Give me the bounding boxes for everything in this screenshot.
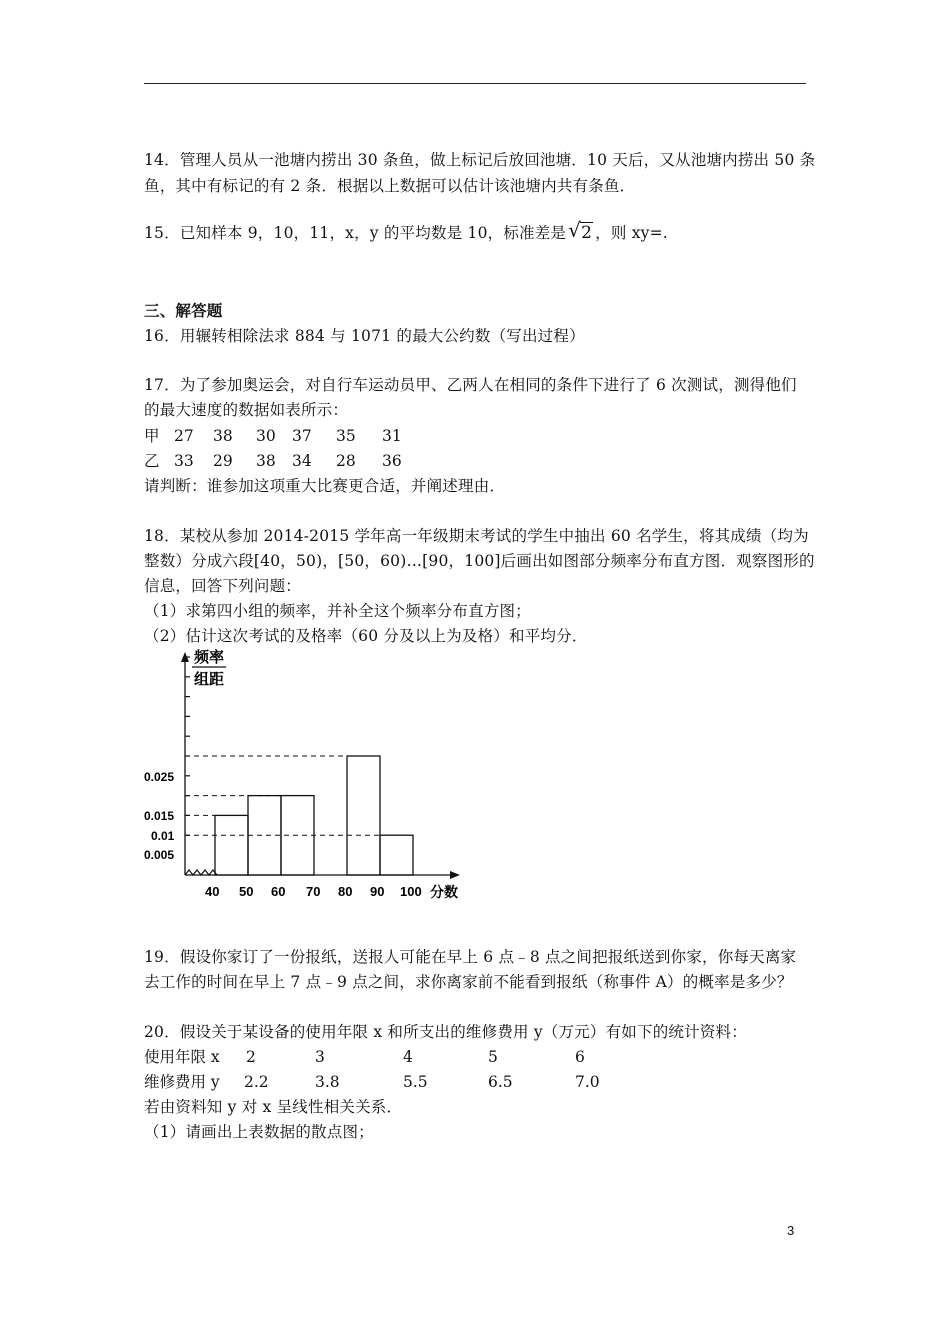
ylabel-top: 频率	[194, 649, 225, 666]
sqrt-radicand: 2	[581, 223, 593, 243]
q17-cell: 36	[382, 452, 402, 470]
q19-line2: 去工作的时间在早上 7 点﹣9 点之间，求你离家前不能看到报纸（称事件 A）的概率是多少？	[144, 973, 793, 991]
x-tick-label: 60	[271, 884, 286, 899]
histogram-bar	[347, 756, 380, 875]
q17-row-name: 乙	[144, 452, 160, 470]
q20-cell: 3	[315, 1048, 325, 1066]
histogram-bar	[215, 815, 248, 875]
q14-line1: 14．管理人员从一池塘内捞出 30 条鱼，做上标记后放回池塘．10 天后，又从池塘内捞出 50 条	[144, 151, 816, 169]
y-tick-label: 0.005	[144, 848, 175, 862]
y-minor-ticks	[185, 657, 190, 835]
q20-line1: 20．假设关于某设备的使用年限 x 和所支出的维修费用 y（万元）有如下的统计资料：	[144, 1023, 747, 1041]
x-tick-label: 50	[239, 884, 254, 899]
q18-line2: 整数）分成六段[40，50)，[50，60)…[90，100]后画出如图部分频率分布直方图．观察图形的	[144, 552, 815, 570]
frequency-histogram	[140, 644, 470, 906]
histogram-bar	[380, 835, 413, 875]
q15-after: ，则 xy=.	[595, 224, 668, 242]
q17-cell: 34	[292, 452, 312, 470]
q17-row-name: 甲	[144, 427, 160, 445]
histogram-bars	[215, 756, 413, 875]
q17-cell: 33	[174, 452, 194, 470]
q20-cell: 4	[403, 1048, 413, 1066]
header-rule	[144, 83, 806, 84]
q19-line1: 19．假设你家订了一份报纸，送报人可能在早上 6 点﹣8 点之间把报纸送到你家，你每天离家	[144, 948, 797, 966]
x-axis-label: 分数	[430, 884, 458, 900]
q20-part1: （1）请画出上表数据的散点图；	[144, 1123, 374, 1141]
q20-cell: 6.5	[488, 1073, 513, 1091]
x-tick-label: 100	[400, 884, 422, 899]
q16-text: 16．用辗转相除法求 884 与 1071 的最大公约数（写出过程）	[144, 327, 585, 345]
y-tick-label: 0.025	[144, 770, 175, 784]
q15-before: 15．已知样本 9，10，11，x，y 的平均数是 10，标准差是	[144, 224, 567, 242]
radical-sign-icon: √	[568, 218, 582, 242]
q17-line1: 17．为了参加奥运会，对自行车运动员甲、乙两人在相同的条件下进行了 6 次测试，测得他们	[144, 376, 797, 394]
q20-cell: 3.8	[315, 1073, 340, 1091]
q20-cell: 2	[246, 1048, 256, 1066]
q14-line2: 鱼，其中有标记的有 2 条．根据以上数据可以估计该池塘内共有条鱼．	[144, 177, 636, 195]
q20-cell: 2.2	[244, 1073, 269, 1091]
sqrt-expression	[568, 218, 593, 243]
x-tick-label: 80	[338, 884, 353, 899]
q20-row-label: 维修费用 y	[144, 1073, 220, 1091]
q20-cell: 7.0	[575, 1073, 600, 1091]
q15-text	[144, 218, 668, 243]
q17-cell: 30	[256, 427, 276, 445]
x-axis-arrow-icon	[450, 871, 460, 879]
q18-part1: （1）求第四小组的频率，并补全这个频率分布直方图；	[144, 602, 531, 620]
q20-line2: 若由资料知 y 对 x 呈线性相关关系．	[144, 1098, 403, 1116]
q17-cell: 38	[213, 427, 233, 445]
q17-footer: 请判断：谁参加这项重大比赛更合适，并阐述理由．	[144, 477, 506, 495]
q17-cell: 28	[336, 452, 356, 470]
q17-cell: 37	[292, 427, 312, 445]
x-tick-label: 40	[205, 884, 220, 899]
q20-row-label: 使用年限 x	[144, 1048, 220, 1066]
q17-cell: 35	[336, 427, 356, 445]
x-tick-label: 90	[370, 884, 385, 899]
q17-cell: 29	[213, 452, 233, 470]
axis-break-icon	[185, 870, 217, 875]
q18-line3: 信息，回答下列问题：	[144, 577, 302, 595]
page-number: 3	[787, 1223, 795, 1238]
x-tick-label: 70	[306, 884, 321, 899]
q20-cell: 5	[488, 1048, 498, 1066]
q17-cell: 31	[382, 427, 402, 445]
y-tick-label: 0.015	[144, 809, 175, 823]
q17-line2: 的最大速度的数据如表所示：	[144, 401, 349, 419]
q17-cell: 27	[174, 427, 194, 445]
q18-line1: 18．某校从参加 2014-2015 学年高一年级期末考试的学生中抽出 60 名学生，将其成绩（均为	[144, 527, 809, 545]
q17-cell: 38	[256, 452, 276, 470]
ylabel-bottom: 组距	[194, 671, 225, 688]
y-tick-label: 0.01	[151, 829, 175, 843]
section-heading: 三、解答题	[144, 301, 223, 320]
q20-cell: 5.5	[403, 1073, 428, 1091]
q18-part2: （2）估计这次考试的及格率（60 分及以上为及格）和平均分．	[144, 627, 588, 645]
q20-cell: 6	[575, 1048, 585, 1066]
